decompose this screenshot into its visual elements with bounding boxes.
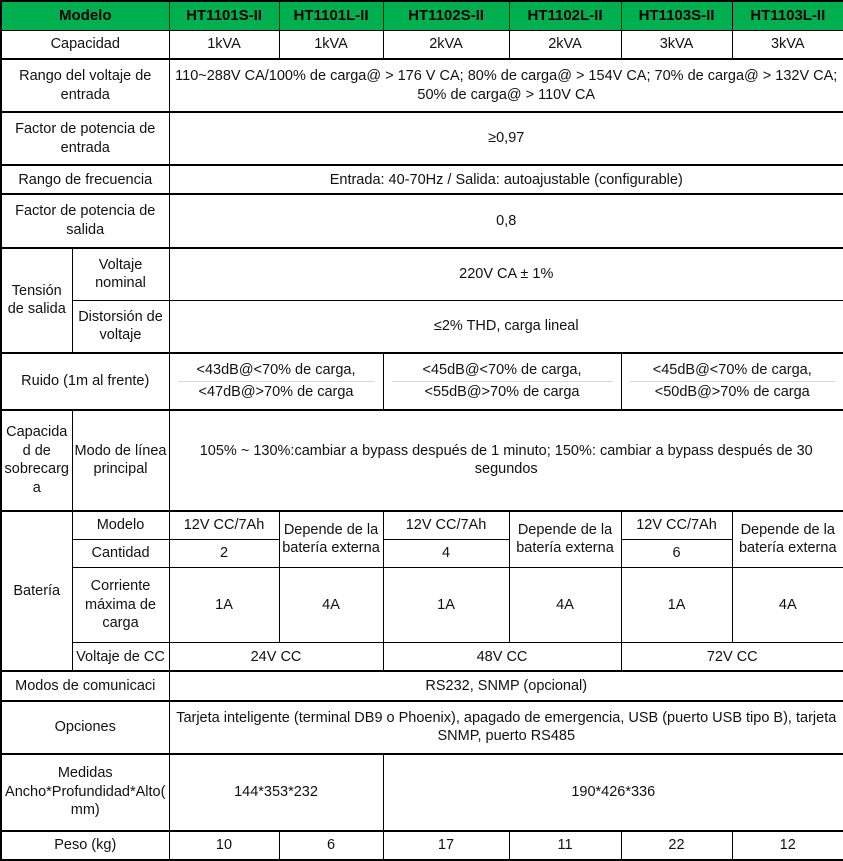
medidas-value-1: 144*353*232 xyxy=(169,754,383,831)
label-factor-potencia-salida: Factor de potencia de salida xyxy=(1,194,169,247)
label-opciones: Opciones xyxy=(1,701,169,754)
rango-frecuencia-value: Entrada: 40-70Hz / Salida: autoajustable (configurable) xyxy=(169,165,843,194)
label-capacidad: Capacidad xyxy=(1,31,169,60)
bateria-externa-1: Depende de la batería externa xyxy=(279,511,383,567)
label-rango-frecuencia: Rango de frecuencia xyxy=(1,165,169,194)
ruido-group-1 xyxy=(169,353,383,410)
label-distorsion-voltaje: Distorsión de voltaje xyxy=(72,300,169,352)
modos-comunicacion-value: RS232, SNMP (opcional) xyxy=(169,671,843,700)
bateria-corriente-value-2: 4A xyxy=(279,567,383,643)
header-model-6: HT1103L-II xyxy=(732,1,843,31)
label-modos-comunicacion: Modos de comunicaci xyxy=(1,671,169,700)
peso-value-5: 22 xyxy=(621,831,732,860)
row-rango-voltaje-entrada xyxy=(1,59,843,112)
medidas-value-2: 190*426*336 xyxy=(383,754,843,831)
header-modelo: Modelo xyxy=(1,1,169,31)
factor-potencia-entrada-value: ≥0,97 xyxy=(169,112,843,165)
ruido-group-1-line1: <43dB@<70% de carga, xyxy=(196,362,356,378)
factor-potencia-salida-value: 0,8 xyxy=(169,194,843,247)
bateria-voltaje-cc-value-3: 72V CC xyxy=(621,643,843,672)
label-medidas: Medidas Ancho*Profundidad*Alto(mm) xyxy=(1,754,169,831)
row-factor-potencia-entrada xyxy=(1,112,843,165)
row-bateria-corriente-maxima xyxy=(1,567,843,643)
peso-value-3: 17 xyxy=(383,831,509,860)
bateria-cantidad-value-3: 6 xyxy=(621,539,732,567)
capacidad-value-1: 1kVA xyxy=(169,31,279,60)
label-bateria-modelo: Modelo xyxy=(72,511,169,540)
capacidad-value-3: 2kVA xyxy=(383,31,509,60)
ruido-group-3-line2: <50dB@>70% de carga xyxy=(630,381,836,402)
header-model-1: HT1101S-II xyxy=(169,1,279,31)
row-voltaje-nominal xyxy=(1,248,843,300)
bateria-corriente-value-5: 1A xyxy=(621,567,732,643)
capacidad-value-6: 3kVA xyxy=(732,31,843,60)
row-modos-comunicacion xyxy=(1,671,843,700)
ruido-group-2-line2: <55dB@>70% de carga xyxy=(392,381,613,402)
bateria-cantidad-value-1: 2 xyxy=(169,539,279,567)
ruido-group-3 xyxy=(621,353,843,410)
ruido-group-3-line1: <45dB@<70% de carga, xyxy=(652,362,812,378)
row-ruido xyxy=(1,353,843,410)
label-factor-potencia-entrada: Factor de potencia de entrada xyxy=(1,112,169,165)
modo-linea-principal-value: 105% ~ 130%:cambiar a bypass después de 1 minuto; 150%: cambiar a bypass después de 30 segundos xyxy=(169,410,843,511)
bateria-modelo-value-1: 12V CC/7Ah xyxy=(169,511,279,540)
ruido-group-2-line1: <45dB@<70% de carga, xyxy=(422,362,582,378)
row-opciones xyxy=(1,701,843,754)
ruido-group-2 xyxy=(383,353,621,410)
bateria-externa-3: Depende de la batería externa xyxy=(732,511,843,567)
label-ruido: Ruido (1m al frente) xyxy=(1,353,169,410)
header-model-2: HT1101L-II xyxy=(279,1,383,31)
label-modo-linea-principal: Modo de línea principal xyxy=(72,410,169,511)
ruido-group-1-line2: <47dB@>70% de carga xyxy=(178,381,375,402)
label-bateria: Batería xyxy=(1,511,72,672)
label-bateria-voltaje-cc: Voltaje de CC xyxy=(72,643,169,672)
peso-value-2: 6 xyxy=(279,831,383,860)
capacidad-value-5: 3kVA xyxy=(621,31,732,60)
header-model-4: HT1102L-II xyxy=(509,1,621,31)
row-capacidad xyxy=(1,31,843,60)
row-bateria-voltaje-cc xyxy=(1,643,843,672)
distorsion-voltaje-value: ≤2% THD, carga lineal xyxy=(169,300,843,352)
bateria-externa-2: Depende de la batería externa xyxy=(509,511,621,567)
bateria-corriente-value-1: 1A xyxy=(169,567,279,643)
rango-voltaje-entrada-value: 110~288V CA/100% de carga@ > 176 V CA; 80% de carga@ > 154V CA; 70% de carga@ > 132V CA; 50% de carga@ > 110V CA xyxy=(169,59,843,112)
row-rango-frecuencia xyxy=(1,165,843,194)
row-capacidad-sobrecarga xyxy=(1,410,843,511)
row-medidas xyxy=(1,754,843,831)
bateria-voltaje-cc-value-2: 48V CC xyxy=(383,643,621,672)
row-distorsion-voltaje xyxy=(1,300,843,352)
peso-value-1: 10 xyxy=(169,831,279,860)
opciones-value: Tarjeta inteligente (terminal DB9 o Phoenix), apagado de emergencia, USB (puerto USB tipo B), tarjeta SNMP, puerto RS485 xyxy=(169,701,843,754)
row-peso xyxy=(1,831,843,860)
label-tension-salida: Tensión de salida xyxy=(1,248,72,353)
bateria-corriente-value-3: 1A xyxy=(383,567,509,643)
row-bateria-cantidad xyxy=(1,539,843,567)
label-voltaje-nominal: Voltaje nominal xyxy=(72,248,169,300)
header-model-5: HT1103S-II xyxy=(621,1,732,31)
label-bateria-corriente-maxima: Corriente máxima de carga xyxy=(72,567,169,643)
row-bateria-modelo xyxy=(1,511,843,540)
label-peso: Peso (kg) xyxy=(1,831,169,860)
bateria-corriente-value-4: 4A xyxy=(509,567,621,643)
peso-value-6: 12 xyxy=(732,831,843,860)
peso-value-4: 11 xyxy=(509,831,621,860)
label-rango-voltaje-entrada: Rango del voltaje de entrada xyxy=(1,59,169,112)
label-bateria-cantidad: Cantidad xyxy=(72,539,169,567)
row-factor-potencia-salida xyxy=(1,194,843,247)
bateria-voltaje-cc-value-1: 24V CC xyxy=(169,643,383,672)
voltaje-nominal-value: 220V CA ± 1% xyxy=(169,248,843,300)
table-header-row xyxy=(1,1,843,31)
header-model-3: HT1102S-II xyxy=(383,1,509,31)
capacidad-value-2: 1kVA xyxy=(279,31,383,60)
bateria-modelo-value-2: 12V CC/7Ah xyxy=(383,511,509,540)
capacidad-value-4: 2kVA xyxy=(509,31,621,60)
bateria-corriente-value-6: 4A xyxy=(732,567,843,643)
label-capacidad-sobrecarga: Capacidad de sobrecarga xyxy=(1,410,72,511)
bateria-modelo-value-3: 12V CC/7Ah xyxy=(621,511,732,540)
bateria-cantidad-value-2: 4 xyxy=(383,539,509,567)
